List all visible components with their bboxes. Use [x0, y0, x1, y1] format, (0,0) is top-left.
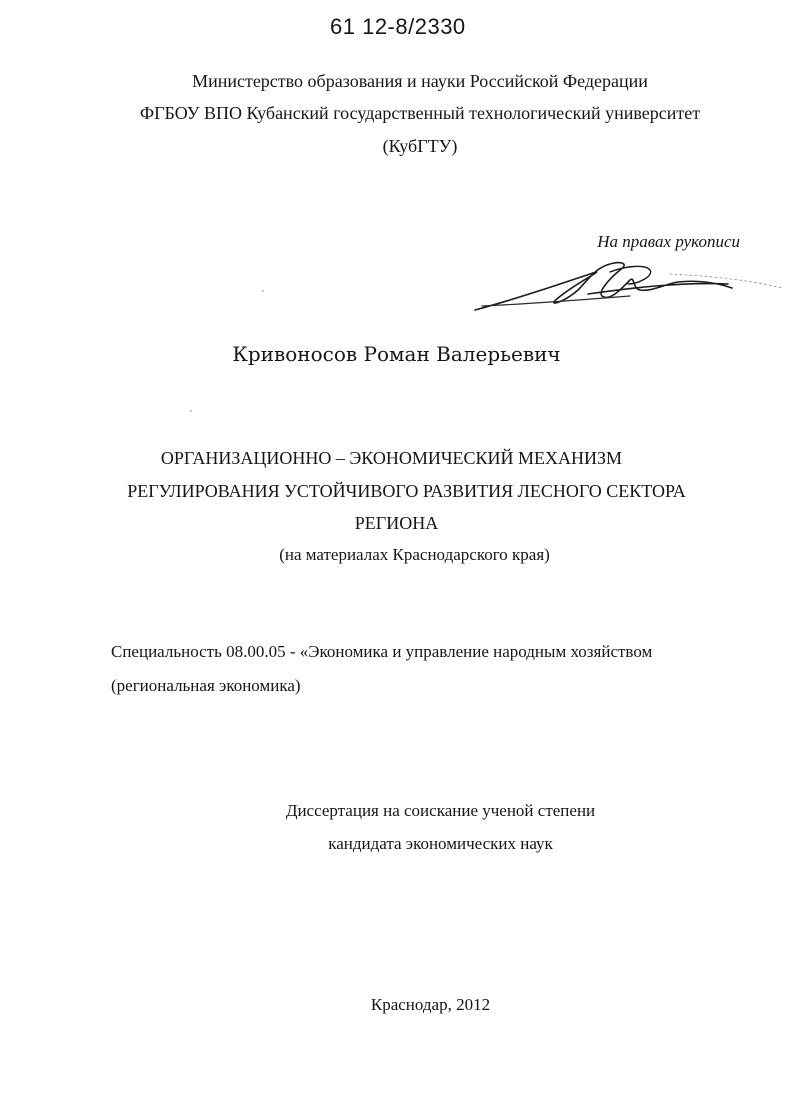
manuscript-note: На правах рукописи	[597, 232, 740, 251]
specialty-line-1: Специальность 08.00.05 - «Экономика и управление народным хозяйством	[111, 642, 653, 661]
title-subtitle: (на материалах Краснодарского края)	[279, 545, 550, 564]
university-name: ФГБОУ ВПО Кубанский государственный технологический университет	[139, 103, 701, 123]
signature-icon	[470, 258, 785, 318]
ministry-name: Министерство образования и науки Российской Федерации	[192, 71, 648, 91]
title-line-1: ОРГАНИЗАЦИОННО – ЭКОНОМИЧЕСКИЙ МЕХАНИЗМ	[160, 448, 623, 468]
scan-speck	[262, 290, 264, 292]
author-name: Кривоносов Роман Валерьевич	[232, 342, 561, 366]
dissertation-line-1: Диссертация на соискание ученой степени	[285, 801, 596, 820]
archive-code: 61 12-8/2330	[330, 14, 466, 39]
scan-speck	[190, 410, 192, 412]
university-abbreviation: (КубГТУ)	[382, 136, 458, 156]
title-line-2: РЕГУЛИРОВАНИЯ УСТОЙЧИВОГО РАЗВИТИЯ ЛЕСНОГО СЕКТОРА	[127, 481, 686, 501]
title-line-3: РЕГИОНА	[354, 513, 439, 533]
city-year: Краснодар, 2012	[370, 995, 491, 1014]
dissertation-line-2: кандидата экономических наук	[328, 834, 553, 853]
specialty-line-2: (региональная экономика)	[111, 676, 301, 695]
